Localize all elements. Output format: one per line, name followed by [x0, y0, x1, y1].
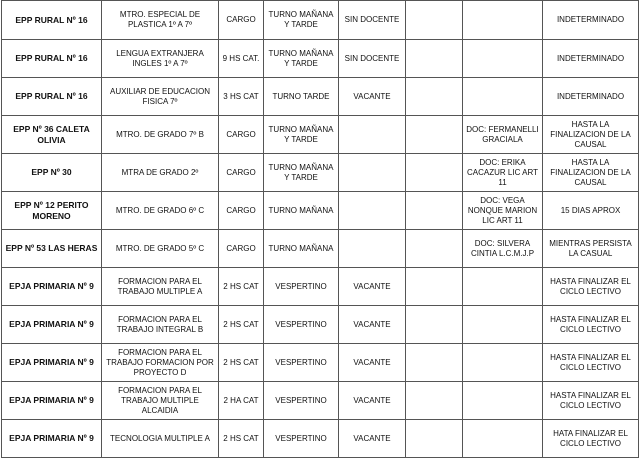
- table-row: [2, 344, 639, 382]
- cell-position: MTRO. DE GRADO 6º C: [102, 192, 219, 230]
- cell-blank: [406, 382, 463, 420]
- cell-hours: 9 HS CAT.: [219, 40, 264, 78]
- cell-shift: TURNO MAÑANA: [264, 230, 339, 268]
- cell-hours: CARGO: [219, 1, 264, 40]
- cell-duration: HASTA FINALIZAR EL CICLO LECTIVO: [543, 268, 639, 306]
- cell-status: VACANTE: [339, 382, 406, 420]
- cell-duration: MIENTRAS PERSISTA LA CASUAL: [543, 230, 639, 268]
- cell-shift: VESPERTINO: [264, 344, 339, 382]
- cell-school: EPJA PRIMARIA Nº 9: [2, 344, 102, 382]
- cell-hours: 2 HS CAT: [219, 306, 264, 344]
- cell-shift: VESPERTINO: [264, 268, 339, 306]
- cell-duration: HASTA FINALIZAR EL CICLO LECTIVO: [543, 306, 639, 344]
- cell-shift: VESPERTINO: [264, 420, 339, 458]
- cell-hours: CARGO: [219, 116, 264, 154]
- table-row: [2, 420, 639, 458]
- cell-school: EPP RURAL Nº 16: [2, 78, 102, 116]
- cell-school: EPJA PRIMARIA Nº 9: [2, 306, 102, 344]
- table-row: [2, 268, 639, 306]
- cell-status: VACANTE: [339, 306, 406, 344]
- cell-blank: [406, 116, 463, 154]
- table-row: [2, 116, 639, 154]
- cell-school: EPJA PRIMARIA Nº 9: [2, 382, 102, 420]
- table-row: [2, 40, 639, 78]
- cell-school: EPP Nº 36 CALETA OLIVIA: [2, 116, 102, 154]
- table-row: [2, 78, 639, 116]
- cell-school: EPP RURAL Nº 16: [2, 40, 102, 78]
- cell-note: [463, 420, 543, 458]
- cell-hours: CARGO: [219, 230, 264, 268]
- cell-note: DOC: SILVERA CINTIA L.C.M.J.P: [463, 230, 543, 268]
- table-row: [2, 1, 639, 40]
- cell-position: LENGUA EXTRANJERA INGLES 1º A 7º: [102, 40, 219, 78]
- cell-shift: TURNO MAÑANA: [264, 192, 339, 230]
- cell-note: [463, 344, 543, 382]
- cell-note: DOC: VEGA NONQUE MARION LIC ART 11: [463, 192, 543, 230]
- cell-duration: HASTA LA FINALIZACION DE LA CAUSAL: [543, 154, 639, 192]
- cell-note: [463, 268, 543, 306]
- cell-status: [339, 154, 406, 192]
- cell-status: VACANTE: [339, 78, 406, 116]
- cell-hours: 2 HA CAT: [219, 382, 264, 420]
- cell-school: EPJA PRIMARIA Nº 9: [2, 268, 102, 306]
- cell-blank: [406, 268, 463, 306]
- cell-status: [339, 230, 406, 268]
- cell-blank: [406, 40, 463, 78]
- cell-note: [463, 1, 543, 40]
- cell-position: FORMACION PARA EL TRABAJO MULTIPLE A: [102, 268, 219, 306]
- cell-school: EPP RURAL Nº 16: [2, 1, 102, 40]
- cell-duration: INDETERMINADO: [543, 40, 639, 78]
- cell-school: EPP Nº 53 LAS HERAS: [2, 230, 102, 268]
- cell-shift: TURNO MAÑANA Y TARDE: [264, 154, 339, 192]
- cell-blank: [406, 230, 463, 268]
- cell-position: MTRA DE GRADO 2º: [102, 154, 219, 192]
- cell-note: [463, 78, 543, 116]
- cell-position: AUXILIAR DE EDUCACION FISICA 7º: [102, 78, 219, 116]
- cell-hours: CARGO: [219, 154, 264, 192]
- cell-duration: HASTA FINALIZAR EL CICLO LECTIVO: [543, 382, 639, 420]
- cell-status: SIN DOCENTE: [339, 40, 406, 78]
- cell-duration: HATA FINALIZAR EL CICLO LECTIVO: [543, 420, 639, 458]
- cell-hours: CARGO: [219, 192, 264, 230]
- cell-status: [339, 116, 406, 154]
- cell-position: TECNOLOGIA MULTIPLE A: [102, 420, 219, 458]
- table-row: [2, 306, 639, 344]
- cell-duration: HASTA FINALIZAR EL CICLO LECTIVO: [543, 344, 639, 382]
- cell-note: [463, 306, 543, 344]
- cell-shift: TURNO MAÑANA Y TARDE: [264, 40, 339, 78]
- table-body: [2, 1, 639, 458]
- cell-position: MTRO. DE GRADO 7º B: [102, 116, 219, 154]
- cell-duration: INDETERMINADO: [543, 1, 639, 40]
- cell-blank: [406, 306, 463, 344]
- cell-status: VACANTE: [339, 420, 406, 458]
- table-row: [2, 230, 639, 268]
- cell-note: [463, 382, 543, 420]
- cell-school: EPP Nº 30: [2, 154, 102, 192]
- cell-school: EPP Nº 12 PERITO MORENO: [2, 192, 102, 230]
- cell-blank: [406, 344, 463, 382]
- cell-hours: 3 HS CAT: [219, 78, 264, 116]
- cell-position: MTRO. DE GRADO 5º C: [102, 230, 219, 268]
- cell-hours: 2 HS CAT: [219, 268, 264, 306]
- cell-duration: 15 DIAS APROX: [543, 192, 639, 230]
- cell-status: SIN DOCENTE: [339, 1, 406, 40]
- cell-blank: [406, 420, 463, 458]
- cell-blank: [406, 192, 463, 230]
- cell-duration: HASTA LA FINALIZACION DE LA CAUSAL: [543, 116, 639, 154]
- cell-blank: [406, 78, 463, 116]
- cell-school: EPJA PRIMARIA Nº 9: [2, 420, 102, 458]
- cell-shift: VESPERTINO: [264, 306, 339, 344]
- cell-status: VACANTE: [339, 344, 406, 382]
- cell-shift: VESPERTINO: [264, 382, 339, 420]
- vacancies-table: [1, 0, 639, 458]
- cell-blank: [406, 154, 463, 192]
- cell-note: DOC: ERIKA CACAZUR LIC ART 11: [463, 154, 543, 192]
- table-row: [2, 154, 639, 192]
- cell-position: FORMACION PARA EL TRABAJO FORMACION POR PROYECTO D: [102, 344, 219, 382]
- cell-position: MTRO. ESPECIAL DE PLASTICA 1º A 7º: [102, 1, 219, 40]
- cell-blank: [406, 1, 463, 40]
- cell-hours: 2 HS CAT: [219, 420, 264, 458]
- table-row: [2, 382, 639, 420]
- cell-position: FORMACION PARA EL TRABAJO MULTIPLE ALCAIDIA: [102, 382, 219, 420]
- cell-shift: TURNO MAÑANA Y TARDE: [264, 1, 339, 40]
- cell-status: [339, 192, 406, 230]
- cell-status: VACANTE: [339, 268, 406, 306]
- cell-shift: TURNO TARDE: [264, 78, 339, 116]
- table-row: [2, 192, 639, 230]
- cell-note: DOC: FERMANELLI GRACIALA: [463, 116, 543, 154]
- cell-duration: INDETERMINADO: [543, 78, 639, 116]
- cell-hours: 2 HS CAT: [219, 344, 264, 382]
- cell-position: FORMACION PARA EL TRABAJO INTEGRAL B: [102, 306, 219, 344]
- cell-shift: TURNO MAÑANA Y TARDE: [264, 116, 339, 154]
- cell-note: [463, 40, 543, 78]
